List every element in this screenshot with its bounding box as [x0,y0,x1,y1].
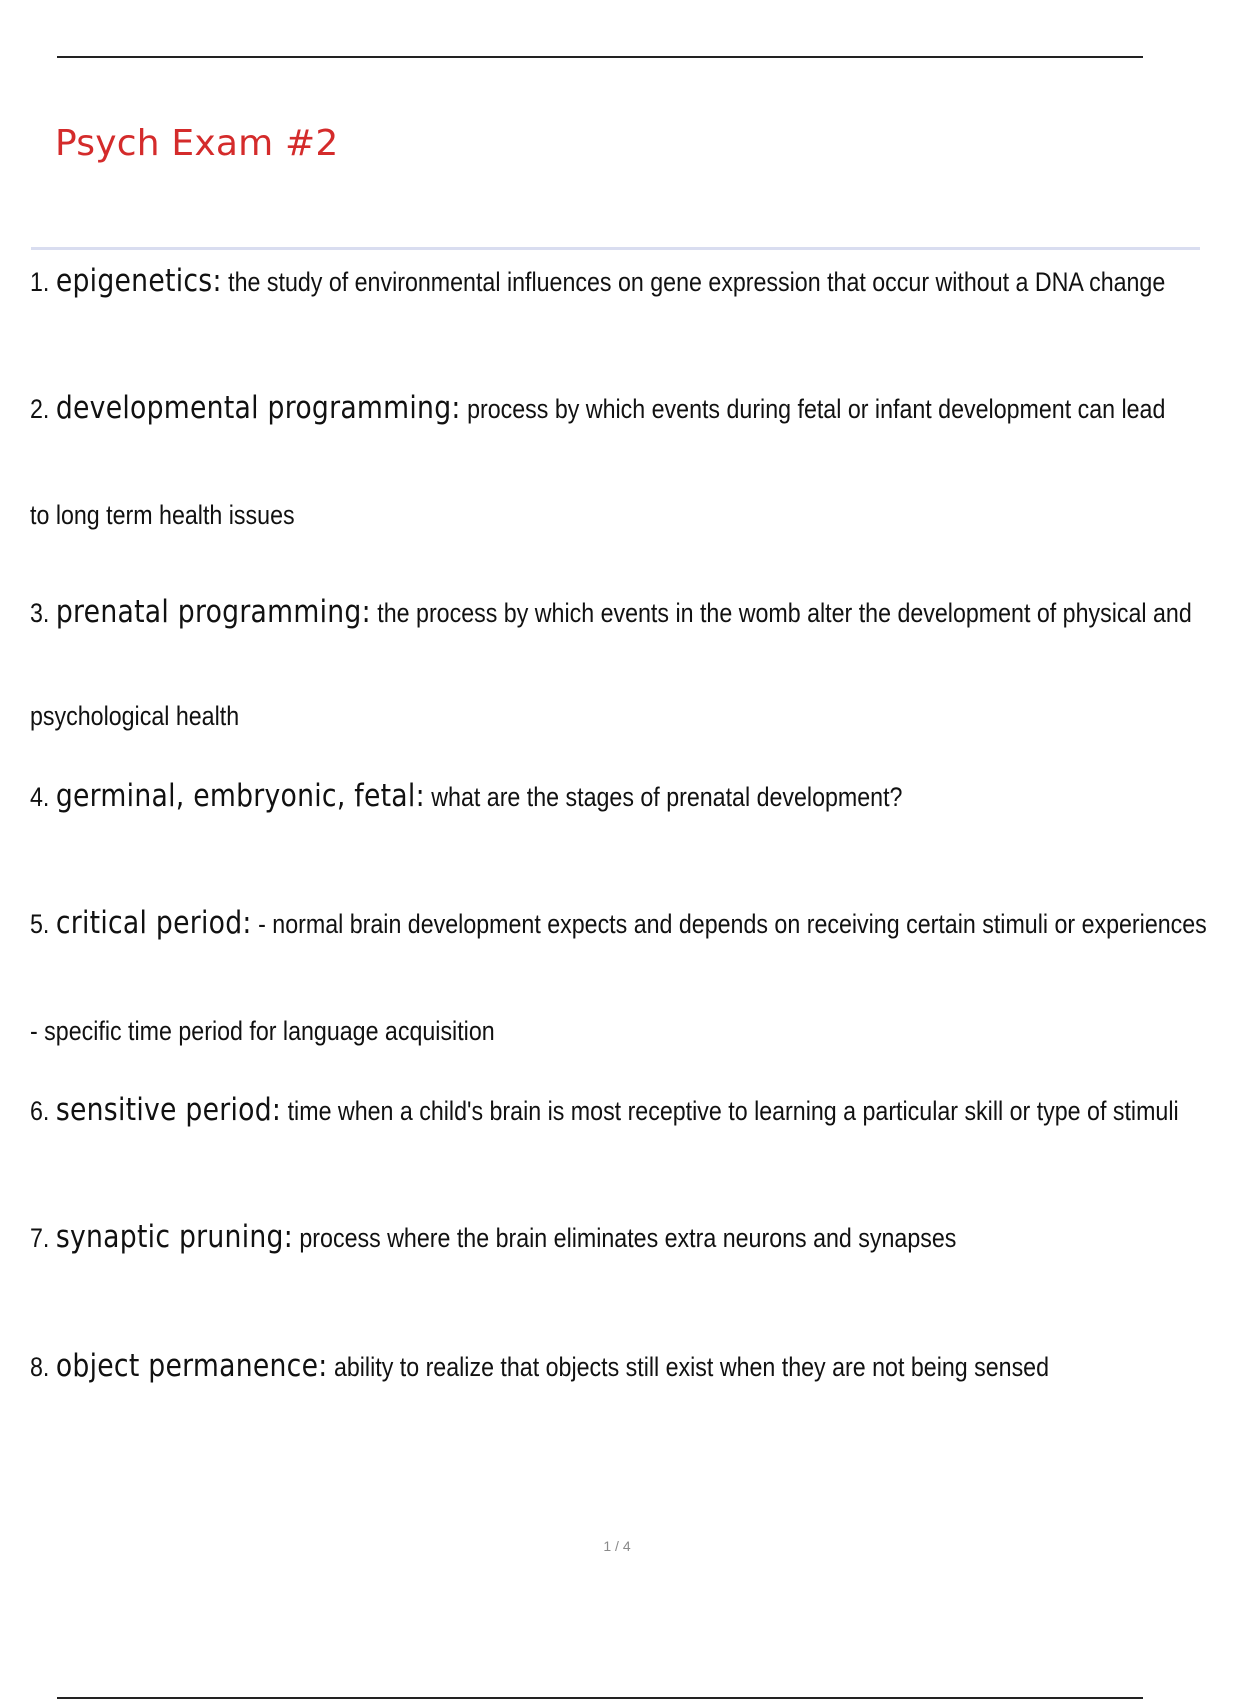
card-definition-continuation: psychological health [30,701,240,731]
card-number: 3. [30,598,50,628]
card-definition: process by which events during fetal or infant development can lead [467,394,1166,424]
card-number: 2. [30,394,50,424]
flashcard-item-6 [30,1092,1179,1129]
top-divider [57,56,1143,58]
card-definition: the process by which events in the womb alter the development of physical and [377,598,1192,628]
page-indicator: 1 / 4 [603,1538,631,1554]
flashcard-item-2 [30,390,1166,427]
card-term: prenatal programming: [55,594,371,630]
card-term: critical period: [55,905,252,941]
card-number: 6. [30,1096,50,1126]
card-term: epigenetics: [55,263,222,299]
card-term: germinal, embryonic, fetal: [55,778,425,814]
card-definition: process where the brain eliminates extra neurons and synapses [299,1223,957,1253]
flashcard-item-8 [30,1348,1050,1385]
card-number: 1. [30,267,50,297]
flashcard-item-7 [30,1219,1036,1256]
flashcard-item-3 [30,594,1192,631]
card-number: 7. [30,1223,50,1253]
card-definition-continuation: - specific time period for language acquisition [30,1016,495,1046]
bottom-divider [57,1697,1143,1699]
document-title: Psych Exam #2 [55,123,339,164]
card-number: 5. [30,909,50,939]
card-definition-continuation: to long term health issues [30,500,295,530]
card-number: 8. [30,1352,50,1382]
flashcard-item-4 [30,778,1036,815]
card-term: developmental programming: [55,390,461,426]
card-definition: the study of environmental influences on gene expression that occur without a DNA change [228,267,1166,297]
card-definition: time when a child's brain is most receptive to learning a particular skill or type of stimuli [287,1096,1179,1126]
title-underline [31,247,1200,250]
flashcard-item-1 [30,263,1166,300]
card-definition: what are the stages of prenatal development? [431,782,903,812]
flashcard-item-5 [30,905,1207,942]
card-definition: ability to realize that objects still exist when they are not being sensed [333,1352,1050,1382]
card-term: synaptic pruning: [55,1219,293,1255]
card-term: object permanence: [55,1348,328,1384]
card-term: sensitive period: [55,1092,282,1128]
card-number: 4. [30,782,50,812]
card-definition: - normal brain development expects and depends on receiving certain stimuli or experiences [258,909,1207,939]
